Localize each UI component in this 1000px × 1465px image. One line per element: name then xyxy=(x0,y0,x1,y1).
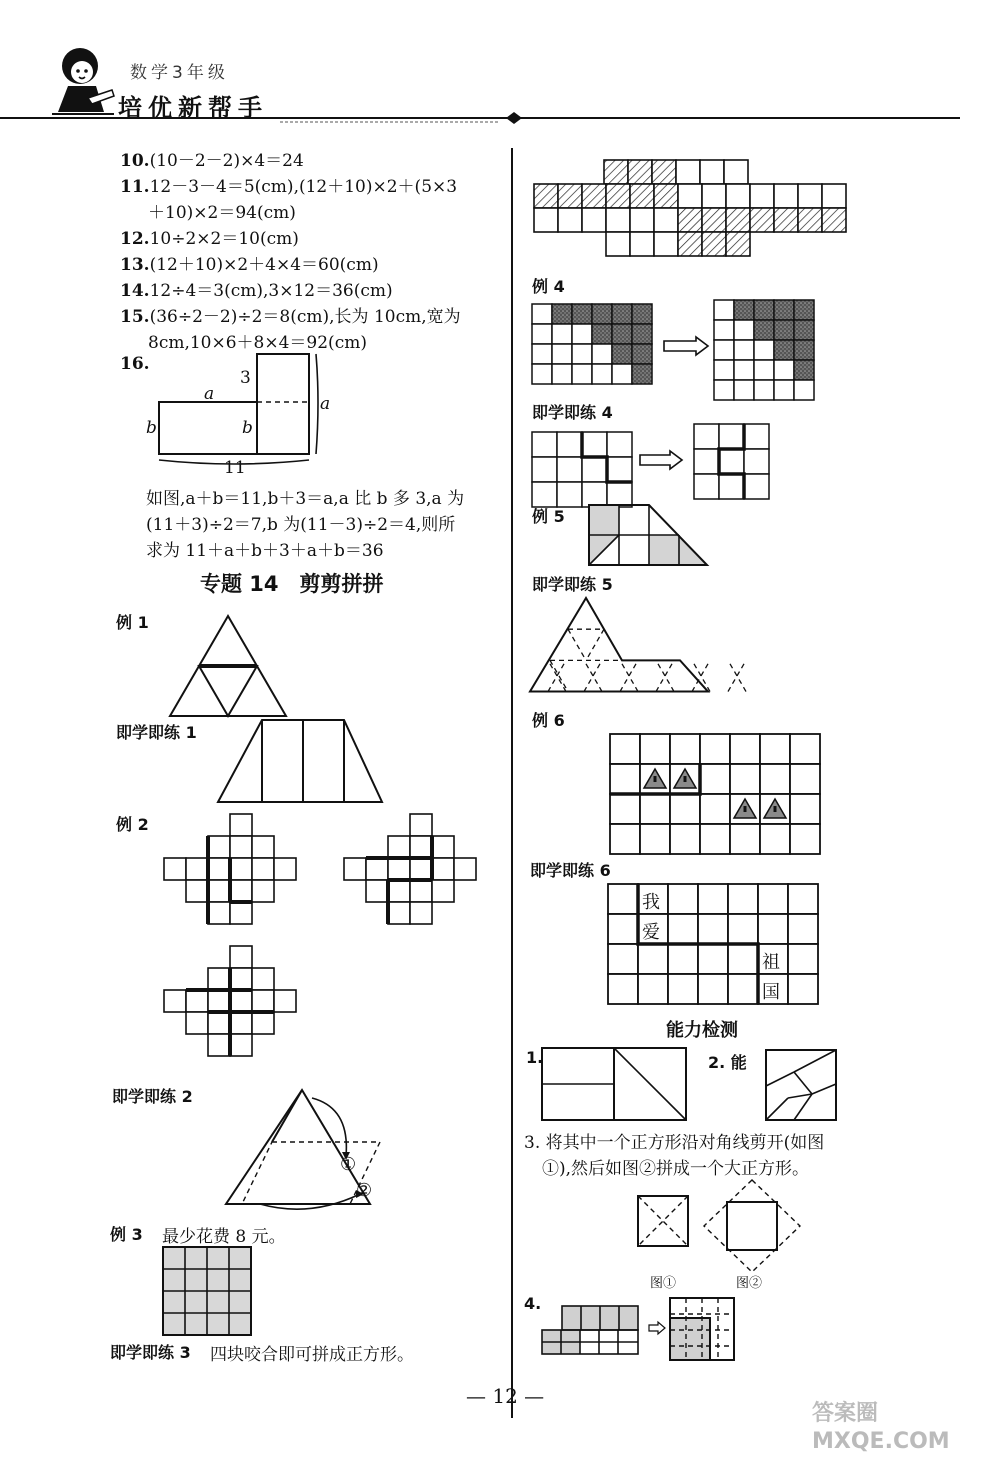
answer-12: 12.10÷2×2＝10(cm) xyxy=(120,229,299,249)
q16-explanation-3: 求为 11＋a＋b＋3＋a＋b＝36 xyxy=(146,541,384,561)
ability-q4-arrow-icon xyxy=(648,1322,666,1334)
example-5-trapezoid xyxy=(586,502,716,568)
practice-1-label: 即学即练 1 xyxy=(116,723,197,742)
example-4-arrow-icon xyxy=(662,336,710,356)
header-title: 培优新帮手 xyxy=(118,94,268,122)
example-6-grid xyxy=(608,732,820,856)
ability-q3-figure-1 xyxy=(636,1194,692,1250)
practice-2-label: 即学即练 2 xyxy=(112,1087,193,1106)
q16-label-a-right: a xyxy=(320,394,331,414)
ability-fig-1-caption: 图① xyxy=(650,1276,677,1291)
ability-q4: 4. xyxy=(524,1294,542,1313)
practice-5-triangle-grid xyxy=(526,596,716,702)
header-subject: 数学3年级 xyxy=(130,63,229,83)
practice-2-circle-2: ② xyxy=(356,1180,373,1201)
ability-q1-figure xyxy=(540,1046,690,1122)
practice-6-char-guo: 国 xyxy=(762,982,780,1003)
practice-6-char-ai: 爱 xyxy=(642,922,660,943)
q16-label-b-left: b xyxy=(146,418,157,438)
example-3-text: 最少花费 8 元。 xyxy=(162,1227,286,1247)
practice-5-label: 即学即练 5 xyxy=(532,575,613,594)
header-rule xyxy=(0,110,1000,130)
ability-title: 能力检测 xyxy=(666,1020,738,1041)
ability-q4-grid-before xyxy=(540,1302,644,1360)
ability-fig-2-caption: 图② xyxy=(736,1276,763,1291)
practice-6-char-zu: 祖 xyxy=(762,952,780,973)
ability-q3-line-1: 3. 将其中一个正方形沿对角线剪开(如图 xyxy=(524,1133,825,1153)
practice-2-circle-1: ① xyxy=(340,1154,357,1175)
answer-13: 13.(12＋10)×2＋4×4＝60(cm) xyxy=(120,255,379,275)
net-figure xyxy=(532,158,832,262)
ability-q2: 2. 能 xyxy=(708,1053,747,1072)
example-5-label: 例 5 xyxy=(532,507,565,526)
column-divider xyxy=(510,148,514,1418)
example-4-grid-before xyxy=(530,302,660,390)
example-6-label: 例 6 xyxy=(532,711,565,730)
ability-q2-figure xyxy=(764,1048,840,1124)
answer-10: 10.(10－2－2)×4＝24 xyxy=(120,151,304,171)
practice-6-label: 即学即练 6 xyxy=(530,861,611,880)
ability-q3-figure-2 xyxy=(700,1178,804,1274)
ability-q1: 1. xyxy=(526,1048,544,1067)
example-4-grid-after xyxy=(712,298,822,394)
example-2-cross-a xyxy=(160,812,300,932)
q16-label-11: 11 xyxy=(224,458,246,478)
example-2-cross-b xyxy=(340,812,480,932)
answer-14: 14.12÷4＝3(cm),3×12＝36(cm) xyxy=(120,281,393,301)
practice-4-label: 即学即练 4 xyxy=(532,403,613,422)
example-3-label: 例 3 xyxy=(110,1225,143,1244)
practice-6-char-wo: 我 xyxy=(642,892,660,913)
practice-4-grid-after xyxy=(692,422,772,502)
example-3-grid xyxy=(162,1246,256,1340)
practice-4-grid-before xyxy=(530,430,634,490)
page-number: — 12 — xyxy=(466,1384,545,1408)
practice-1-trapezoid xyxy=(210,716,390,808)
practice-6-grid xyxy=(606,882,818,1006)
mascot-girl-icon xyxy=(48,42,118,120)
answer-11: 11.12－3－4＝5(cm),(12＋10)×2＋(5×3 xyxy=(120,177,458,197)
example-1-triangle xyxy=(160,612,300,722)
q16-label-a-top: a xyxy=(204,384,215,404)
ability-q3-line-2: ①),然后如图②拼成一个大正方形。 xyxy=(542,1159,810,1179)
q16-label-3: 3 xyxy=(240,368,251,388)
example-1-label: 例 1 xyxy=(116,613,149,632)
practice-4-arrow-icon xyxy=(638,450,684,470)
example-2-cross-c xyxy=(160,944,300,1064)
q16-explanation-2: (11＋3)÷2＝7,b 为(11－3)÷2＝4,则所 xyxy=(146,515,456,535)
answer-16-number: 16. xyxy=(120,354,150,374)
answer-15-cont: 8cm,10×6＋8×4＝92(cm) xyxy=(148,333,367,353)
answer-15: 15.(36÷2－2)÷2＝8(cm),长为 10cm,宽为 xyxy=(120,307,461,327)
example-4-label: 例 4 xyxy=(532,277,565,296)
answer-11-cont: ＋10)×2＝94(cm) xyxy=(148,203,296,223)
practice-3-text: 四块咬合即可拼成正方形。 xyxy=(210,1345,414,1365)
q16-label-b-mid: b xyxy=(242,418,253,438)
watermark: 答案圈 MXQE.COM xyxy=(812,1401,950,1454)
topic-title: 专题 14 剪剪拼拼 xyxy=(200,572,384,596)
practice-3-label: 即学即练 3 xyxy=(110,1343,191,1362)
q16-explanation-1: 如图,a＋b＝11,b＋3＝a,a 比 b 多 3,a 为 xyxy=(146,489,465,509)
ability-q4-grid-after xyxy=(668,1296,740,1366)
example-2-label: 例 2 xyxy=(116,815,149,834)
